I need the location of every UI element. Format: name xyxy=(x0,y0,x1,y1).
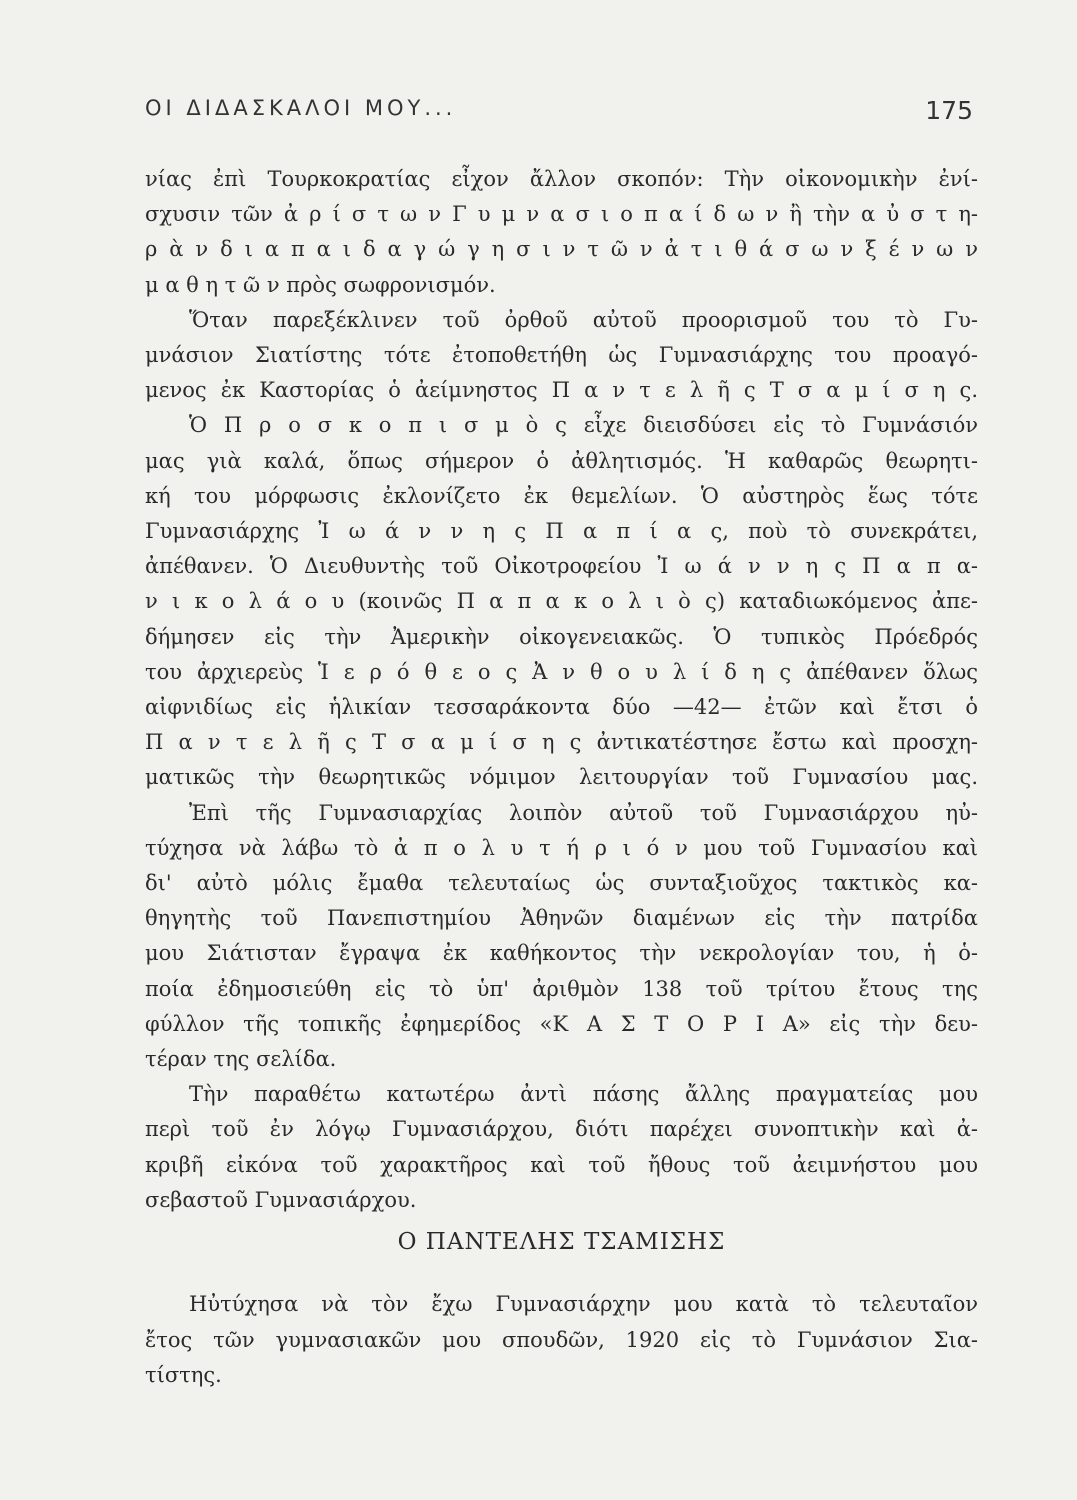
text-line: Π α ν τ ε λ ῆ ς Τ σ α μ ί σ η ς ἀντικατέστησε ἔστω καὶ προσχη- xyxy=(145,730,978,755)
text-line: δήμησεν εἰς τὴν Ἀμερικὴν οἰκογενειακῶς. Ὁ τυπικὸς Πρόεδρός xyxy=(145,624,978,649)
text-line: Ὅταν παρεξέκλινεν τοῦ ὀρθοῦ αὐτοῦ προορισμοῦ του τὸ Γυ- xyxy=(189,307,978,332)
text-line: ματικῶς τὴν θεωρητικῶς νόμιμον λειτουργίαν τοῦ Γυμνασίου μας. xyxy=(145,765,978,790)
text-line: τύχησα νὰ λάβω τὸ ἀ π ο λ υ τ ή ρ ι ό ν μου τοῦ Γυμνασίου καὶ xyxy=(145,835,978,860)
text-line: μνάσιον Σιατίστης τότε ἐτοποθετήθη ὡς Γυμνασιάρχης του προαγό- xyxy=(145,343,978,368)
body-text xyxy=(145,162,978,1393)
text-line: μενος ἐκ Καστορίας ὁ ἀείμνηστος Π α ν τ ε λ ῆ ς Τ σ α μ ί σ η ς. xyxy=(145,378,978,403)
text-line: θηγητὴς τοῦ Πανεπιστημίου Ἀθηνῶν διαμένων εἰς τὴν πατρίδα xyxy=(145,906,978,931)
text-line: σχυσιν τῶν ἀ ρ ί σ τ ω ν Γ υ μ ν α σ ι ο π α ί δ ω ν ἢ τὴν α ὐ σ τ η- xyxy=(145,202,978,227)
text-line: ἔτος τῶν γυμνασιακῶν μου σπουδῶν, 1920 εἰς τὸ Γυμνάσιον Σια- xyxy=(145,1327,978,1352)
text-line: μ α θ η τ ῶ ν πρὸς σωφρονισμόν. xyxy=(145,272,496,297)
text-line: Ηὐτύχησα νὰ τὸν ἔχω Γυμνασιάρχην μου κατὰ τὸ τελευταῖον xyxy=(189,1292,978,1317)
running-title: ΟΙ ΔΙΔΑΣΚΑΛΟΙ ΜΟΥ... xyxy=(145,96,457,120)
text-line: σεβαστοῦ Γυμνασιάρχου. xyxy=(145,1187,417,1212)
text-line: αἰφνιδίως εἰς ἡλικίαν τεσσαράκοντα δύο —42— ἐτῶν καὶ ἔτσι ὁ xyxy=(145,695,978,720)
section-gap xyxy=(145,1269,978,1287)
text-line: Τὴν παραθέτω κατωτέρω ἀντὶ πάσης ἄλλης πραγματείας μου xyxy=(189,1082,978,1107)
text-line: δι' αὐτὸ μόλις ἔμαθα τελευταίως ὡς συνταξιοῦχος τακτικὸς κα- xyxy=(145,871,978,896)
text-line: Γυμνασιάρχης Ἰ ω ά ν ν η ς Π α π ί α ς, ποὺ τὸ συνεκράτει, xyxy=(145,519,978,544)
text-line: του ἀρχιερεὺς Ἱ ε ρ ό θ ε ο ς Ἀ ν θ ο υ λ ί δ η ς ἀπέθανεν ὅλως xyxy=(145,659,978,684)
text-line: ποία ἐδημοσιεύθη εἰς τὸ ὑπ' ἀριθμὸν 138 τοῦ τρίτου ἔτους της xyxy=(145,976,978,1001)
text-line: φύλλον τῆς τοπικῆς ἐφημερίδος «Κ Α Σ Τ Ο Ρ Ι Α» εἰς τὴν δευ- xyxy=(145,1011,978,1036)
page-number: 175 xyxy=(925,96,973,125)
text-line: τέραν της σελίδα. xyxy=(145,1047,337,1072)
section-title: Ο ΠΑΝΤΕΛΗΣ ΤΣΑΜΙΣΗΣ xyxy=(397,1229,726,1256)
text-line: ρ ὰ ν δ ι α π α ι δ α γ ώ γ η σ ι ν τ ῶ ν ἀ τ ι θ ά σ ω ν ξ έ ν ω ν xyxy=(145,237,978,262)
text-line: κριβῆ εἰκόνα τοῦ χαρακτῆρος καὶ τοῦ ἤθους τοῦ ἀειμνήστου μου xyxy=(145,1152,978,1177)
text-line: μας γιὰ καλά, ὅπως σήμερον ὁ ἀθλητισμός. Ἡ καθαρῶς θεωρητι- xyxy=(145,448,978,473)
text-line: Ἐπὶ τῆς Γυμνασιαρχίας λοιπὸν αὐτοῦ τοῦ Γυμνασιάρχου ηὐ- xyxy=(189,800,978,825)
text-line: κή του μόρφωσις ἐκλονίζετο ἐκ θεμελίων. Ὁ αὐστηρὸς ἕως τότε xyxy=(145,483,978,508)
text-line: περὶ τοῦ ἐν λόγῳ Γυμνασιάρχου, διότι παρέχει συνοπτικὴν καὶ ἀ- xyxy=(145,1117,978,1142)
text-line: νίας ἐπὶ Τουρκοκρατίας εἶχον ἄλλον σκοπόν: Τὴν οἰκονομικὴν ἐνί- xyxy=(145,167,978,191)
text-line: τίστης. xyxy=(145,1362,222,1387)
text-line: Ὁ Π ρ ο σ κ ο π ι σ μ ὸ ς εἶχε διεισδύσει εἰς τὸ Γυμνάσιόν xyxy=(189,413,978,438)
text-line: ἀπέθανεν. Ὁ Διευθυντὴς τοῦ Οἰκοτροφείου Ἰ ω ά ν ν η ς Π α π α- xyxy=(145,554,978,579)
text-line: μου Σιάτισταν ἔγραψα ἐκ καθήκοντος τὴν νεκρολογίαν του, ἡ ὁ- xyxy=(145,941,978,966)
text-line: ν ι κ ο λ ά ο υ (κοινῶς Π α π α κ ο λ ι ὸ ς) καταδιωκόμενος ἀπε- xyxy=(145,589,978,614)
